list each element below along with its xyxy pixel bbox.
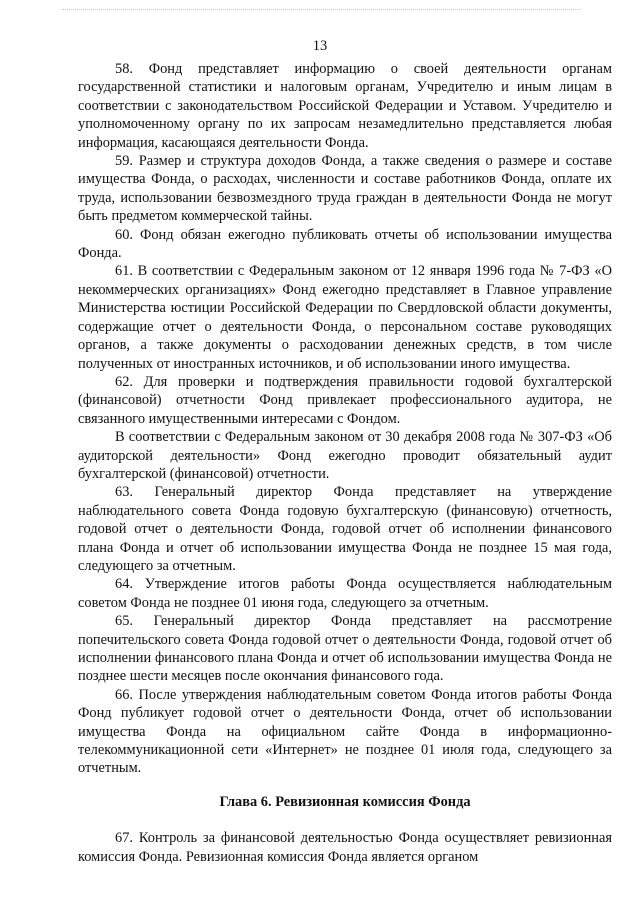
paragraph-62: 62. Для проверки и подтверждения правильности годовой бухгалтерской (финансовой) отчетности Фонд привлекает профессионального аудитора, не связанного имущественными интересами с Фондом. [78, 373, 612, 427]
page-number: 13 [312, 38, 328, 54]
chapter-heading: Глава 6. Ревизионная комиссия Фонда [219, 793, 471, 810]
paragraph-61: 61. В соответствии с Федеральным законом от 12 января 1996 года № 7-ФЗ «О некоммерческих организациях» Фонд ежегодно представляет в Главное управление Министерства юстиции Российской Федерации по Свердловской области документы, содержащие отчет о деятельности Фонда, о персональном составе руководящих органов, а также документы о расходовании денежных средств, в том числе полученных от иностранных источников, и об использовании иного имущества. [78, 263, 612, 372]
paragraph-67: 67. Контроль за финансовой деятельностью Фонда осуществляет ревизионная комиссия Фонда. Ревизионная комиссия Фонда является органом [78, 830, 612, 865]
document-body [78, 60, 612, 866]
paragraph-58: 58. Фонд представляет информацию о своей деятельности органам государственной статистики и налоговым органам, Учредителю и иным лицам в соответствии с законодательством Российской Федерации и Уставом. Учредителю и уполномоченному органу по их запросам незамедлительно представляется любая информация, касающаяся деятельности Фонда. [78, 61, 612, 151]
paragraph-65: 65. Генеральный директор Фонда представляет на рассмотрение попечительского совета Фонда годовой отчет о деятельности Фонда, годовой отчет об исполнении финансового плана Фонда и отчет об использовании имущества Фонда не позднее шести месяцев после окончания финансового года. [78, 613, 612, 685]
paragraph-60: 60. Фонд обязан ежегодно публиковать отчеты об использовании имущества Фонда. [78, 226, 612, 262]
paragraph-59: 59. Размер и структура доходов Фонда, а также сведения о размере и составе имущества Фонда, о расходах, численности и составе работников Фонда, оплате их труда, использовании безвозмездного труда граждан в деятельности Фонда не могут быть предметом коммерческой тайны. [78, 153, 612, 225]
paragraph-62-audit-law: В соответствии с Федеральным законом от 30 декабря 2008 года № 307-ФЗ «Об аудиторской деятельности» Фонд ежегодно проводит обязательный аудит бухгалтерской (финансовой) отчетности. [78, 429, 612, 482]
paragraph-64: 64. Утверждение итогов работы Фонда осуществляется наблюдательным советом Фонда не позднее 01 июня года, следующего за отчетным. [78, 576, 612, 611]
scan-edge-line [62, 9, 580, 11]
paragraph-63: 63. Генеральный директор Фонда представляет на утверждение наблюдательного совета Фонда годовую бухгалтерскую (финансовую) отчетность, годовой отчет о деятельности Фонда, годовой отчет об исполнении финансового плана Фонда и отчет об использовании имущества Фонда не позднее 15 мая года, следующего за отчетным. [78, 484, 612, 574]
paragraph-66: 66. После утверждения наблюдательным советом Фонда итогов работы Фонда Фонд публикует годовой отчет о деятельности Фонда, отчет об использовании имущества Фонда на официальном сайте Фонда в информационно-телекоммуникационной сети «Интернет» не позднее 01 июля года, следующего за отчетным. [78, 686, 612, 777]
